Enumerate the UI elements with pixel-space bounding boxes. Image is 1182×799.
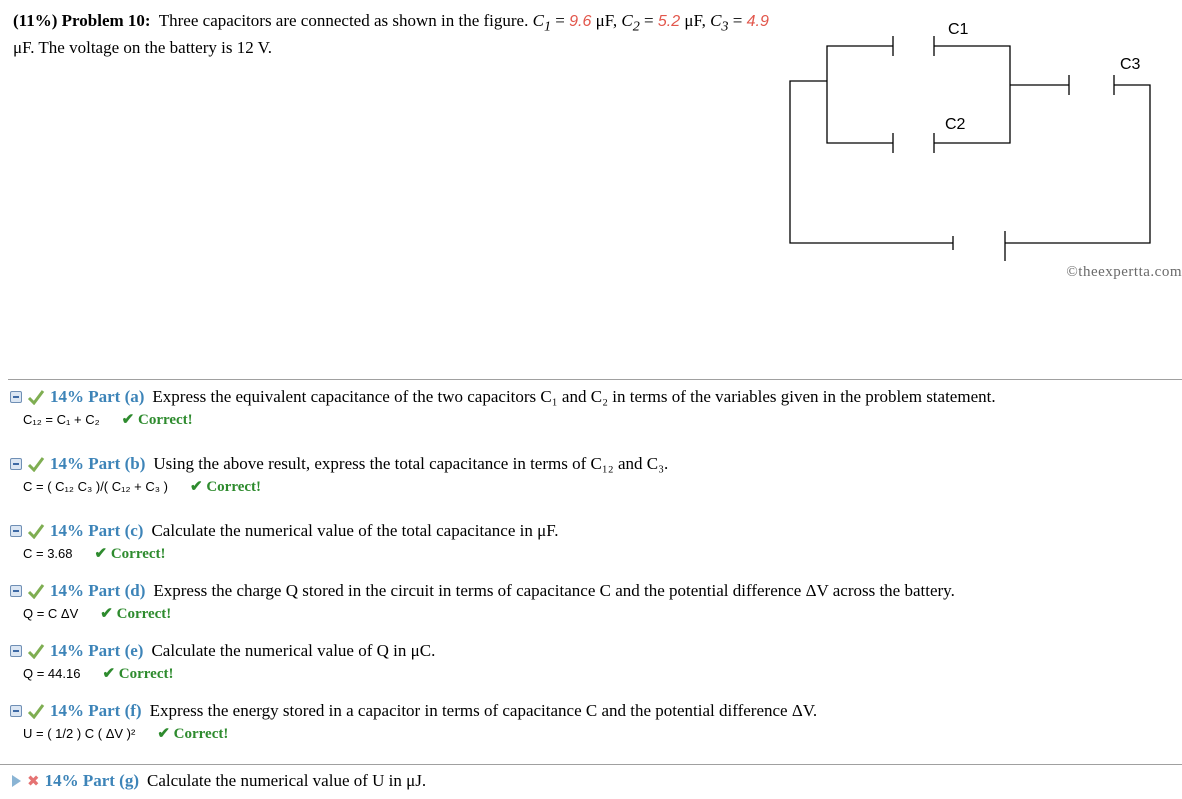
part-e: 14% Part (e) Calculate the numerical value of Q in μC. Q = 44.16 ✔ Correct! <box>10 639 1170 683</box>
circuit-diagram <box>778 7 1182 267</box>
problem-text: (11%) Problem 10: Three capacitors are connected as shown in the figure. $C_1 = 9.6$ μF, $C_2 = 5.2$ μF, $C_3 = 4.9$ μF. The voltage on the battery is 12 V. <box>13 11 769 58</box>
c2-value: 5.2 <box>657 13 681 30</box>
status-badge: ✔ Correct! <box>121 411 193 428</box>
collapse-icon[interactable] <box>10 458 22 470</box>
part-g[interactable]: ✖ 14% Part (g) Calculate the numerical value of U in μJ. <box>0 764 1182 799</box>
status-badge: ✔ Correct! <box>102 665 174 682</box>
answer: C = 3.68 <box>23 545 73 561</box>
part-c: 14% Part (c) Calculate the numerical value of the total capacitance in μF. C = 3.68 ✔ Correct! <box>10 519 1170 563</box>
status-badge: ✔ Correct! <box>100 605 172 622</box>
check-icon <box>27 703 45 719</box>
collapse-icon[interactable] <box>10 391 22 403</box>
answer: U = ( 1/2 ) C ( ΔV )² <box>23 725 136 741</box>
problem-statement <box>8 7 1182 380</box>
c1-value: 9.6 <box>569 13 592 30</box>
part-f: 14% Part (f) Express the energy stored in a capacitor in terms of capacitance C and the potential difference ΔV. U = ( 1/2 ) C ( ΔV )² ✔ Correct! <box>10 699 1170 743</box>
c2-figure-label: C2 <box>945 116 966 133</box>
answer: Q = 44.16 <box>23 665 81 681</box>
cross-icon: ✖ <box>27 772 40 790</box>
check-icon <box>27 456 45 472</box>
collapse-icon[interactable] <box>10 705 22 717</box>
c3-figure-label: C3 <box>1120 56 1141 73</box>
status-badge: ✔ Correct! <box>190 478 262 495</box>
collapse-icon[interactable] <box>10 645 22 657</box>
status-badge: ✔ Correct! <box>157 725 229 742</box>
check-icon <box>27 643 45 659</box>
part-b: 14% Part (b) Using the above result, express the total capacitance in terms of C₁₂ and C₃. C = ( C₁₂ C₃ )/( C₁₂ + C₃ ) ✔ Correct! <box>10 452 1170 496</box>
check-icon <box>27 583 45 599</box>
answer: Q = C ΔV <box>23 605 79 621</box>
copyright: ©theexpertta.com <box>1066 264 1182 280</box>
answer: C₁₂ = C₁ + C₂ <box>23 411 100 427</box>
answer: C = ( C₁₂ C₃ )/( C₁₂ + C₃ ) <box>23 478 169 494</box>
part-d: 14% Part (d) Express the charge Q stored in the circuit in terms of capacitance C and the potential difference ΔV across the battery. Q = C ΔV ✔ Correct! <box>10 579 1170 623</box>
c1-figure-label: C1 <box>948 21 969 38</box>
part-a: 14% Part (a) Express the equivalent capacitance of the two capacitors C₁ and C₂ in terms of the variables given in the problem statement. C₁₂ = C₁ + C₂ ✔ Correct! <box>10 385 1170 429</box>
status-badge: ✔ Correct! <box>94 545 166 562</box>
problem-title: Problem 10: <box>61 11 151 30</box>
collapse-icon[interactable] <box>10 585 22 597</box>
check-icon <box>27 389 45 405</box>
check-icon <box>27 523 45 539</box>
expand-arrow-icon[interactable] <box>12 775 21 787</box>
c3-value: 4.9 <box>746 13 769 30</box>
collapse-icon[interactable] <box>10 525 22 537</box>
